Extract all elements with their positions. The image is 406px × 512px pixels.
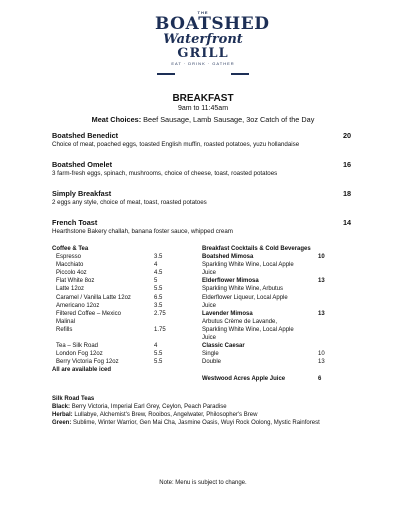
meat-choices (0, 115, 406, 124)
list-item: Juice (202, 270, 217, 277)
meat-choices-label: Meat Choices: (91, 115, 142, 124)
list-item: Juice (202, 335, 217, 342)
list-item: Juice (202, 302, 217, 309)
main-item-price: 20 (343, 131, 352, 140)
main-item-price: 16 (343, 160, 352, 169)
spacer (202, 366, 362, 374)
list-item: Filtered Coffee – Mexico 2.75 (56, 310, 166, 317)
tea-green: Green: Sublime, Winter Warrior, Gen Mai Cha, Jasmine Oasis, Wuyi Rock Oolong, Mystic Rainforest (52, 420, 320, 427)
main-item-price: 14 (343, 218, 352, 227)
list-item: Macchiato 4 (56, 262, 158, 269)
list-item: Sparkling White Wine, Local Apple (202, 326, 294, 333)
list-item: Sparkling White Wine, Local Apple (202, 262, 294, 269)
main-item-name: Boatshed Omelet (52, 160, 113, 169)
menu-note: Note: Menu is subject to change. (159, 480, 247, 486)
tea-black: Black: Berry Victoria, Imperial Earl Grey, Ceylon, Peach Paradise (52, 404, 227, 411)
paddle-right-icon (231, 73, 249, 75)
logo-grill: GRILL (177, 46, 229, 61)
silk-road-teas (52, 395, 352, 427)
logo-script: Waterfront (163, 32, 243, 47)
iced-note: All are available iced (52, 367, 112, 374)
list-item: Classic Caesar (202, 343, 245, 350)
list-item: Tea – Silk Road 4 (56, 343, 158, 350)
meat-choices-text: Beef Sausage, Lamb Sausage, 3oz Catch of the Day (143, 115, 315, 124)
list-item: Piccolo 4oz 4.5 (56, 270, 163, 277)
list-item: Westwood Acres Apple Juice 6 (202, 375, 322, 382)
list-item: Latte 12oz 5.5 (56, 286, 163, 293)
list-item: Elderflower Mimosa 13 (202, 278, 325, 285)
list-item: Boatshed Mimosa 10 (202, 254, 325, 261)
main-item-name: Simply Breakfast (52, 189, 112, 198)
list-item: Sparkling White Wine, Arbutus (202, 286, 284, 293)
list-item: Single 10 (202, 351, 325, 358)
silk-road-title: Silk Road Teas (52, 396, 95, 402)
main-item-desc: 3 farm-fresh eggs, spinach, mushrooms, choice of cheese, toast, roasted potatoes (52, 170, 278, 177)
logo-name: BOATSHED (155, 14, 270, 34)
list-item: Arbutus Crème de Lavande, (202, 318, 278, 325)
list-item: Espresso 3.5 (56, 254, 163, 261)
paddle-left-icon (157, 73, 175, 75)
boatshed-logo (155, 10, 270, 88)
menu-hours: 9am to 11:45am (177, 105, 229, 112)
coffee-tea-section (52, 245, 172, 375)
spacer (52, 334, 172, 342)
main-item-price: 18 (343, 189, 352, 198)
tea-herbal: Herbal: Lullabye, Alchemist's Brew, Rooibos, Angelwater, Philosopher's Brew (52, 412, 258, 419)
list-item: Elderflower Liqueur, Local Apple (202, 294, 288, 301)
main-item-desc: Hearthstone Bakery challah, banana foster sauce, whipped cream (52, 228, 233, 235)
list-item: Caramel / Vanilla Latte 12oz 6.5 (56, 294, 163, 301)
menu-title: BREAKFAST (172, 93, 234, 104)
cocktails-section (202, 245, 362, 383)
list-item: Lavender Mimosa 13 (202, 310, 325, 317)
list-item: Berry Victoria Fog 12oz 5.5 (56, 359, 163, 366)
main-item-name: Boatshed Benedict (52, 131, 119, 140)
cocktails-title: Breakfast Cocktails & Cold Beverages (202, 246, 311, 252)
main-item-name: French Toast (52, 218, 98, 227)
list-item: London Fog 12oz 5.5 (56, 351, 163, 358)
list-item: Refills 1.75 (56, 326, 166, 333)
logo-tagline: EAT · DRINK · GATHER (171, 61, 235, 66)
main-item-desc: 2 eggs any style, choice of meat, toast, roasted potatoes (52, 199, 207, 206)
logo-the: THE (197, 10, 209, 15)
coffee-tea-title: Coffee & Tea (52, 246, 89, 252)
list-item: Double 13 (202, 359, 325, 366)
list-item: Flat White 8oz 5 (56, 278, 158, 285)
list-item: Malinal (56, 318, 76, 325)
main-item-desc: Choice of meat, poached eggs, toasted English muffin, roasted potatoes, yuzu hollandaise (52, 141, 300, 148)
list-item: Americano 12oz 3.5 (56, 302, 163, 309)
